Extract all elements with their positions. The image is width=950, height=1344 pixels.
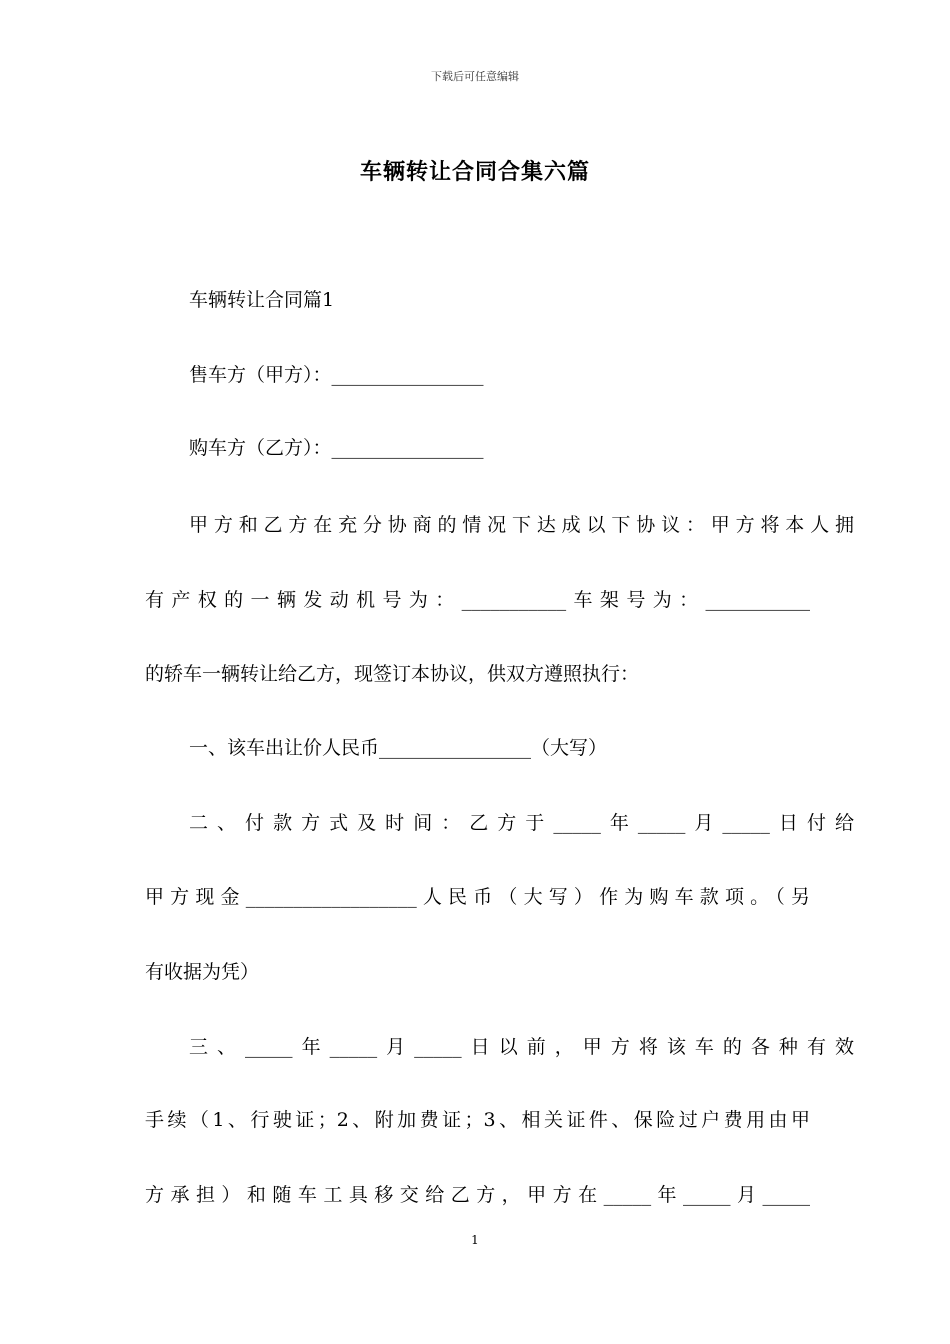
paragraph-line: 有产权的一辆发动机号为：___________车架号为：___________	[145, 589, 810, 611]
paragraph-line: 方承担）和随车工具移交给乙方，甲方在_____年_____月_____	[145, 1184, 810, 1206]
paragraph-line: 的轿车一辆转让给乙方，现签订本协议，供双方遵照执行：	[145, 663, 640, 685]
section-heading: 车辆转让合同篇1	[189, 289, 335, 311]
page-number: 1	[471, 1233, 479, 1247]
paragraph-line: 有收据为凭）	[145, 961, 260, 983]
clause-three-line: 三、_____年_____月_____日以前，甲方将该车的各种有效	[189, 1036, 854, 1058]
header-note: 下载后可任意编辑	[431, 70, 519, 83]
paragraph-line: 甲方现金__________________人民币（大写）作为购车款项。（另	[145, 886, 810, 908]
clause-two-line: 二、付款方式及时间：乙方于_____年_____月_____日付给	[189, 812, 854, 834]
paragraph-line: 手续（1、行驶证；2、附加费证；3、相关证件、保险过户费用由甲	[145, 1109, 810, 1131]
document-title: 车辆转让合同合集六篇	[359, 159, 590, 185]
buyer-line: 购车方（乙方）：________________	[189, 437, 484, 459]
clause-one-line: 一、该车出让价人民币________________（大写）	[189, 737, 608, 759]
paragraph-line: 甲方和乙方在充分协商的情况下达成以下协议：甲方将本人拥	[189, 514, 854, 536]
seller-line: 售车方（甲方）：________________	[189, 364, 484, 386]
